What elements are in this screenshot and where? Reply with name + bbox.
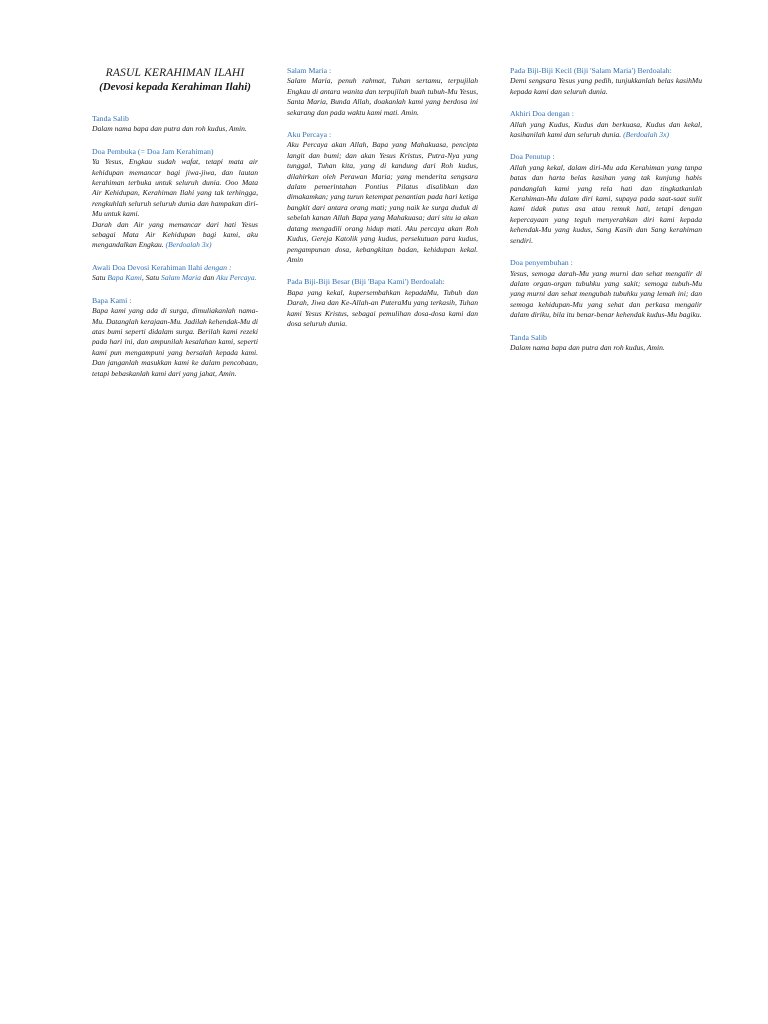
section-heading <box>510 152 702 162</box>
heading-text: Salam Maria <box>287 66 328 75</box>
section-heading <box>510 109 702 119</box>
section-tanda-salib <box>92 114 258 135</box>
section-body: Bapa yang kekal, kupersembahkan kepadaMu, Tubuh dan Darah, Jiwa dan Ke-Allah-an PuteraMu yang terkasih, Tuhan kami Yesus Kristus, sebagai pemulihan dosa-dosa kami dan dosa seluruh dunia. <box>287 287 478 328</box>
text-fragment: dan <box>202 273 215 283</box>
section-heading <box>287 66 478 76</box>
document-title: RASUL KERAHIMAN ILAHI <box>105 67 245 79</box>
heading-colon: : <box>571 109 574 119</box>
section-tanda-salib-end <box>510 333 702 354</box>
section-heading: Tanda Salib <box>510 332 547 342</box>
heading-text: Aku Percaya <box>287 130 328 140</box>
section-heading <box>92 263 258 273</box>
section-body-continued <box>92 220 258 251</box>
heading-text: Akhiri Doa dengan <box>510 109 570 119</box>
section-heading: Pada Biji-Biji Kecil (Biji 'Salam Maria') Berdoalah: <box>510 66 672 75</box>
section-body: Salam Maria, penuh rahmat, Tuhan sertamu, terpujilah Engkau di antara wanita dan terpujilah buah tubuh-Mu Yesus, Santa Maria, Bunda Allah, doakanlah kami yang berdosa ini sekarang dan pada waktu kami mati. Amin. <box>287 76 478 117</box>
heading-text: Awali Doa Devosi Kerahiman Ilahi <box>92 262 203 272</box>
section-body <box>510 120 702 141</box>
section-awali <box>92 263 258 284</box>
section-body: Aku Percaya akan Allah, Bapa yang Mahakuasa, pencipta langit dan bumi; dan akan Yesus Kristus, Putra-Nya yang tunggal, Tuhan kita, yang di kandung dari Roh kudus, dilahirkan oleh Perawan Maria; yang menderita sengsara dalam pemerintahan Pontius Pilatus disalibkan dan dimakamkan; yang turun ketempat penantian pada hari ketiga bangkit dari antara orang mati; yang naik ke surga duduk di sebelah kanan Allah Bapa yang Mahakuasa; dari situ ia akan datang mengadili orang hidup mati. Aku percaya akan Roh Kudus, Gereja Katolik yang kudus, persekutuan para kudus, pengampunan dosa, kebangkitan badan, kehidupan kekal. Amin <box>287 140 478 264</box>
section-doa-pembuka <box>92 147 258 251</box>
heading-text: Doa penyembuhan <box>510 258 569 268</box>
section-heading <box>92 296 258 306</box>
section-heading: Doa Pembuka (= Doa Jam Kerahiman) <box>92 146 214 156</box>
section-body: Allah yang kekal, dalam diri-Mu ada Kerahiman yang tanpa batas dan harta belas kasihan yang tak kunjung habis pandanglah kami yang rela hati dan tingkatkanlah Kerahiman-Mu dalam diri kami, supaya pada saat-saat sulit kami tidak putus asa atau remuk hati, tetapi dengan kepercayaan yang teguh menyerahkan diri kami kepada kehendak-Mu yang kudus, Sang Kasih dan Sang kerahiman sendiri. <box>510 162 702 245</box>
section-body: Dalam nama bapa dan putra dan roh kudus, Amin. <box>510 342 665 352</box>
section-body: Ya Yesus, Engkau sudah wafat, tetapi mata air kehidupan memancar bagi jiwa-jiwa, dan lautan kerahiman terbuka untuk seluruh dunia. Ooo Mata Air Kehidupan, Kerahiman Ilahi yang tak terhingga, rengkuhlah seluruh seluruh dunia dan hampakan diri-Mu untuk kami. <box>92 157 258 219</box>
repeat-note: (Berdoalah 3x) <box>165 240 212 250</box>
heading-colon: : <box>329 130 332 140</box>
prayer-link-aku-percaya: Aku Percaya. <box>215 273 257 283</box>
heading-colon: : <box>329 66 332 75</box>
section-body: Bapa kami yang ada di surga, dimuliakanlah nama-Mu. Datanglah kerajaan-Mu. Jadilah kehendak-Mu di atas bumi seperti didalam surga. Berilah kami rezeki pada hari ini, dan ampunilah kesalahan kami, seperti kami pun mengampuni yang bersalah kepada kami. Dan janganlah masukkan kami ke dalam pencobaan, tetapi bebaskanlah kami dari yang jahat, Amin. <box>92 306 258 378</box>
section-heading <box>287 130 478 140</box>
section-salam-maria <box>287 66 478 118</box>
prayer-text: Darah dan Air yang memancar dari hati Yesus sebagai Mata Air Kehidupan bagi kami, aku mengandalkan Engkau. <box>92 219 258 250</box>
prayer-text: Allah yang Kudus, Kudus dan berkuasa, Kudus dan kekal, kasihanilah kami dan seluruh dunia. <box>510 119 702 140</box>
repeat-note: (Berdoalah 3x) <box>623 130 669 140</box>
section-biji-besar <box>287 277 478 329</box>
section-biji-kecil <box>510 66 702 97</box>
section-bapa-kami <box>92 296 258 379</box>
section-body: Dalam nama bapa dan putra dan roh kudus, Amin. <box>92 124 247 134</box>
section-akhiri <box>510 109 702 140</box>
heading-colon: : <box>570 258 573 268</box>
column-right <box>510 66 702 365</box>
document-subtitle: (Devosi kepada Kerahiman Ilahi) <box>99 81 251 93</box>
section-heading <box>510 258 702 268</box>
section-aku-percaya <box>287 130 478 265</box>
heading-colon: : <box>129 295 132 305</box>
heading-colon: : <box>552 152 555 162</box>
column-middle <box>287 66 478 341</box>
text-fragment: Satu <box>92 273 106 283</box>
section-heading: Pada Biji-Biji Besar (Biji 'Bapa Kami') Berdoalah: <box>287 277 445 287</box>
prayer-link-bapa-kami: Bapa Kami <box>107 273 142 283</box>
section-body: Yesus, semoga darah-Mu yang murni dan sehat mengalir di dalam organ-organ tubuhku yang sakit; semoga tubuh-Mu yang murni dan sehat mengubah tubuhku yang lemah ini; dan semoga kehidupan-Mu yang sehat dan perkasa mengalir dalam diriku, bila itu benar-benar kehendak kudus-Mu bagiku. <box>510 268 702 320</box>
column-left <box>92 66 258 391</box>
heading-tail: dengan : <box>204 262 232 272</box>
section-doa-penutup <box>510 152 702 246</box>
section-doa-penyembuhan <box>510 258 702 320</box>
text-fragment: , Satu <box>141 273 160 283</box>
heading-text: Bapa Kami <box>92 295 128 305</box>
section-body <box>92 273 258 283</box>
section-heading: Tanda Salib <box>92 114 129 123</box>
prayer-link-salam-maria: Salam Maria <box>161 273 201 283</box>
section-body: Demi sengsara Yesus yang pedih, tunjukkanlah belas kasihMu kepada kami dan seluruh dunia. <box>510 76 702 96</box>
heading-text: Doa Penutup <box>510 152 551 162</box>
